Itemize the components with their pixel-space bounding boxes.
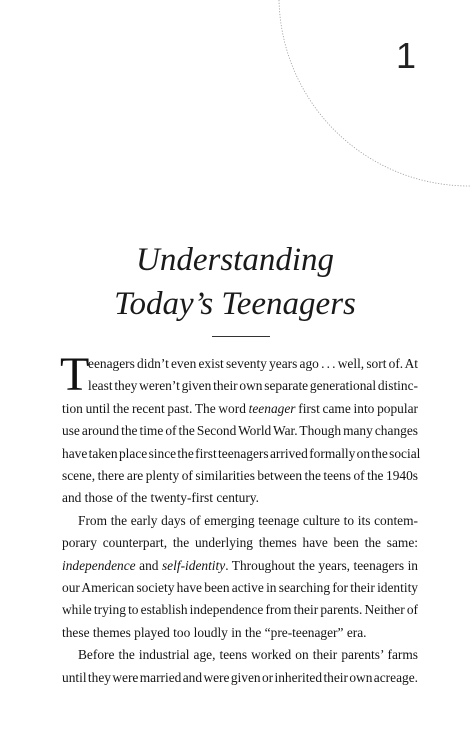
text-line: From the early days of emerging teenage culture to its contem- — [78, 512, 418, 528]
text-line: and those of the twenty-first century. — [62, 490, 259, 506]
drop-cap: T — [60, 348, 90, 401]
text-line: while trying to establish independence from their parents. Neither of — [62, 602, 418, 618]
text-line: scene, there are plenty of similarities between the teens of the 1940s — [62, 468, 418, 484]
text-line: until they were married and were given or inherited their own acreage. — [62, 669, 418, 685]
title-divider — [212, 336, 270, 337]
chapter-title-line-1: Understanding — [136, 242, 334, 278]
text-line: Before the industrial age, teens worked on their parents’ farms — [78, 647, 418, 663]
italic-term: teenager — [248, 400, 296, 416]
body-text — [60, 348, 421, 689]
text-line — [62, 555, 418, 577]
paragraph-1 — [60, 348, 421, 510]
text-line: these themes played too loudly in the “pre-teenager” era. — [62, 624, 367, 640]
text-line: use around the time of the Second World War. Though many changes — [62, 423, 418, 439]
chapter-number: 1 — [396, 35, 417, 76]
text-line — [62, 398, 418, 420]
text-line: eenagers didn’t even exist seventy years ago . . . well, sort of. At — [88, 356, 418, 371]
text-line: have taken place since the first teenagers arrived formally on the social — [62, 445, 421, 461]
text-run: tion until the recent past. The word — [62, 400, 249, 416]
text-run: . Throughout the years, teenagers in — [225, 557, 419, 573]
chapter-title — [0, 238, 470, 326]
chapter-arc-decoration — [0, 0, 470, 200]
italic-term: self-identity — [161, 557, 226, 573]
text-run: first came into popular — [295, 400, 419, 416]
text-line: porary counterpart, the underlying themes have been the same: — [62, 535, 418, 551]
paragraph-2 — [62, 510, 418, 644]
italic-term: independence — [62, 557, 136, 573]
text-line: our American society have been active in searching for their identity — [62, 580, 418, 596]
text-line: least they weren’t given their own separate generational distinc- — [88, 378, 418, 394]
chapter-title-line-2: Today’s Teenagers — [114, 286, 356, 322]
paragraph-3 — [62, 644, 418, 689]
text-run: and — [135, 557, 162, 573]
